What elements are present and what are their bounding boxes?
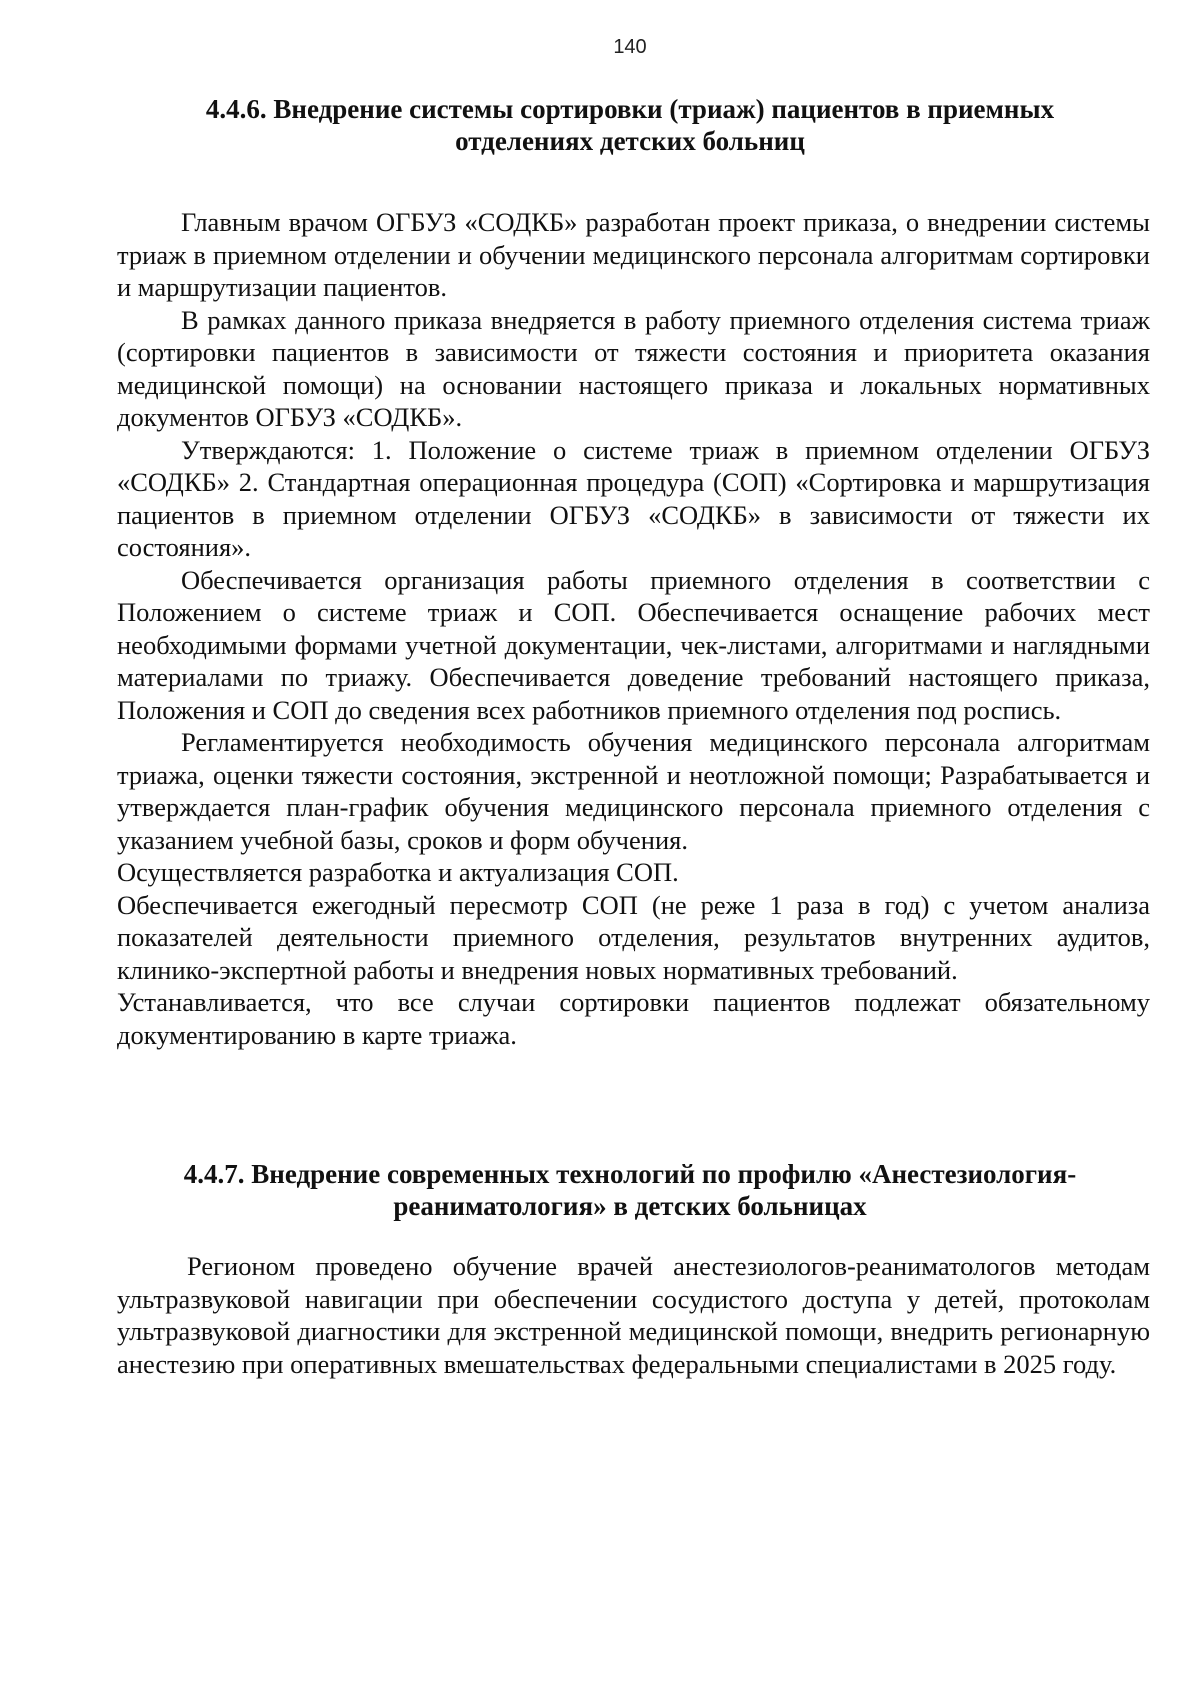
paragraph: Обеспечивается ежегодный пересмотр СОП (не реже 1 раза в год) с учетом анализа показателей деятельности приемного отделения, результатов внутренних аудитов, клинико-экспертной работы и внедрения новых нормативных требований.: [117, 889, 1150, 985]
section-title-line: 4.4.7. Внедрение современных технологий по профилю «Анестезиология-: [183, 1159, 1077, 1189]
section-4-4-6-body: [117, 206, 1150, 1051]
paragraph: Устанавливается, что все случаи сортировки пациентов подлежат обязательному документированию в карте триажа.: [117, 987, 1150, 1050]
section-title-line: отделениях детских больниц: [455, 126, 805, 156]
paragraph: Регламентируется необходимость обучения медицинского персонала алгоритмам триажа, оценки тяжести состояния, экстренной и неотложной помощи; Разрабатывается и утверждается план-график обучения медицинского персонала приемного отделения с указанием учебной базы, сроков и форм обучения.: [117, 727, 1150, 855]
section-title-line: реаниматология» в детских больницах: [393, 1191, 867, 1221]
section-4-4-7-title: [150, 1158, 1110, 1222]
paragraph: Обеспечивается организация работы приемного отделения в соответствии с Положением о системе триаж и СОП. Обеспечивается оснащение рабочих мест необходимыми формами учетной документации, чек-листами, алгоритмами и наглядными материалами по триажу. Обеспечивается доведение требований настоящего приказа, Положения и СОП до сведения всех работников приемного отделения под роспись.: [117, 564, 1150, 725]
section-4-4-7-body: [117, 1250, 1150, 1380]
paragraph: Регионом проведено обучение врачей анестезиологов-реаниматологов методам ультразвуковой навигации при обеспечении сосудистого доступа у детей, протоколам ультразвуковой диагностики для экстренной медицинской помощи, внедрить регионарную анестезию при оперативных вмешательствах федеральными специалистами в 2025 году.: [117, 1251, 1150, 1379]
section-4-4-6-title: [150, 93, 1110, 157]
page-number: 140: [613, 36, 647, 58]
section-title-line: 4.4.6. Внедрение системы сортировки (триаж) пациентов в приемных: [205, 94, 1055, 124]
paragraph: Утверждаются: 1. Положение о системе триаж в приемном отделении ОГБУЗ «СОДКБ» 2. Стандартная операционная процедура (СОП) «Сортировка и маршрутизация пациентов в приемном отделении ОГБУЗ «СОДКБ» в зависимости от тяжести их состояния».: [117, 434, 1150, 562]
paragraph: Осуществляется разработка и актуализация СОП.: [117, 857, 679, 887]
paragraph: В рамках данного приказа внедряется в работу приемного отделения система триаж (сортировки пациентов в зависимости от тяжести состояния и приоритета оказания медицинской помощи) на основании настоящего приказа и локальных нормативных документов ОГБУЗ «СОДКБ».: [117, 304, 1150, 432]
paragraph: Главным врачом ОГБУЗ «СОДКБ» разработан проект приказа, о внедрении системы триаж в приемном отделении и обучении медицинского персонала алгоритмам сортировки и маршрутизации пациентов.: [117, 207, 1150, 302]
